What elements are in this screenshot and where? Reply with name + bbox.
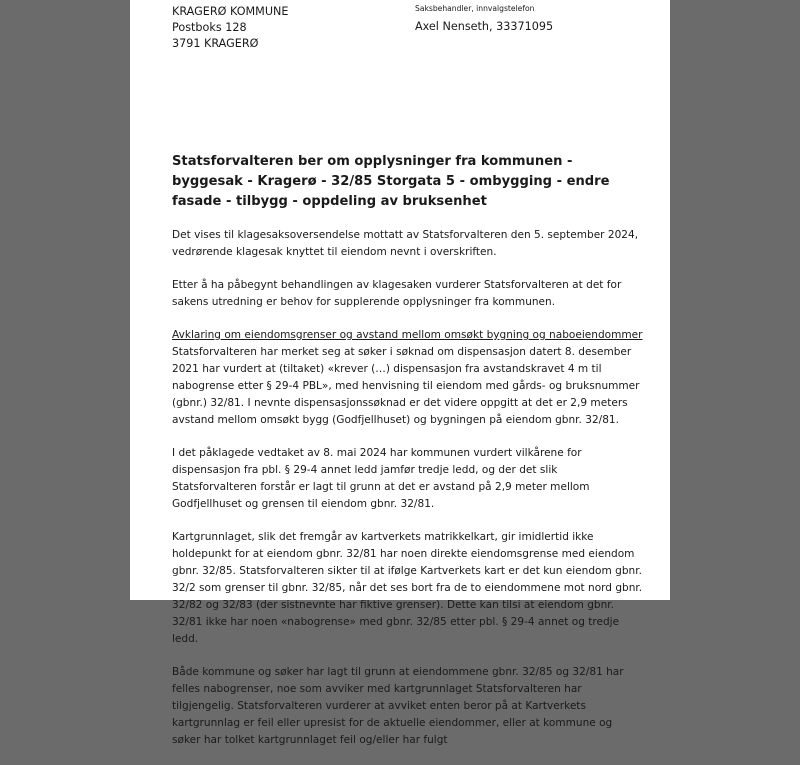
document-page: [130, 0, 670, 746]
paragraph-boundaries: [172, 327, 644, 429]
recipient-address: [172, 4, 288, 52]
case-handler-block: [415, 4, 553, 35]
section-subheading: Avklaring om eiendomsgrenser og avstand mellom omsøkt bygning og naboeiendommer: [172, 329, 643, 341]
paragraph-map-basis: [172, 529, 644, 648]
paragraph-text: Etter å ha påbegynt behandlingen av klagesaken vurderer Statsforvalteren at det for sakens utredning er behov for supplerende opplysninger fra kommunen.: [172, 279, 622, 308]
paragraph-text: Både kommune og søker har lagt til grunn at eiendommene gbnr. 32/85 og 32/81 har felles nabogrenser, noe som avviker med kartgrunnlaget Statsforvalteren har tilgjengelig. Statsforvalteren vurderer at avviket enten beror på at Kartverkets kartgrunnlag er feil eller upresist for de aktuelle eiendommer, eller at kommune og søker har tolket kartgrunnlaget feil og/eller har fulgt: [172, 666, 624, 746]
letter-body: [172, 152, 644, 765]
paragraph-decision: [172, 445, 644, 513]
letter-heading: Statsforvalteren ber om opplysninger fra kommunen - byggesak - Kragerø - 32/85 Storgata 5 - ombygging - endre fasade - tilbygg - oppdeling av bruksenhet: [172, 154, 610, 209]
paragraph-text: Statsforvalteren har merket seg at søker i søknad om dispensasjon datert 8. desember 2021 har vurdert at (tiltaket) «krever (…) dispensasjon fra avstandskravet 4 m til nabogrense etter § 29-4 PBL», med henvisning til eiendom med gårds- og bruksnummer (gbnr.) 32/81. I nevnte dispensasjonssøknad er det videre oppgitt at det er 2,9 meters avstand mellom omsøkt bygg (Godfjellhuset) og bygningen på eiendom gbnr. 32/81.: [172, 346, 640, 426]
case-handler-value: Axel Nenseth, 33371095: [415, 20, 554, 33]
paragraph-need: [172, 277, 644, 311]
paragraph-text: Det vises til klagesaksoversendelse mottatt av Statsforvalteren den 5. september 2024, vedrørende klagesak knyttet til eiendom nevnt i overskriften.: [172, 229, 639, 258]
recipient-postal: 3791 KRAGERØ: [172, 37, 259, 50]
recipient-name: KRAGERØ KOMMUNE: [172, 5, 289, 18]
paragraph-text: I det påklagede vedtaket av 8. mai 2024 har kommunen vurdert vilkårene for dispensasjon fra pbl. § 29-4 annet ledd jamfør tredje ledd, og der det slik Statsforvalteren forstår er lagt til grunn at det er avstand på 2,9 meter mellom Godfjellhuset og grensen til eiendom gbnr. 32/81.: [172, 447, 590, 510]
case-handler-label: Saksbehandler, innvalgstelefon: [415, 4, 535, 13]
recipient-postbox: Postboks 128: [172, 21, 247, 34]
paragraph-text: Kartgrunnlaget, slik det fremgår av kartverkets matrikkelkart, gir imidlertid ikke holdepunkt for at eiendom gbnr. 32/81 har noen direkte eiendomsgrense med eiendom gbnr. 32/85. Statsforvalteren sikter til at ifølge Kartverkets kart er det kun eiendom gbnr. 32/2 som grenser til gbnr. 32/85, når det ses bort fra de to eiendommene mot nord gbnr. 32/82 og 32/83 (der sistnevnte har fiktive grenser). Dette kan tilsi at eiendom gbnr. 32/81 ikke har noen «nabogrense» med gbnr. 32/85 etter pbl. § 29-4 annet og tredje ledd.: [172, 531, 643, 645]
paragraph-deviation: [172, 664, 644, 749]
paragraph-intro: [172, 227, 644, 261]
